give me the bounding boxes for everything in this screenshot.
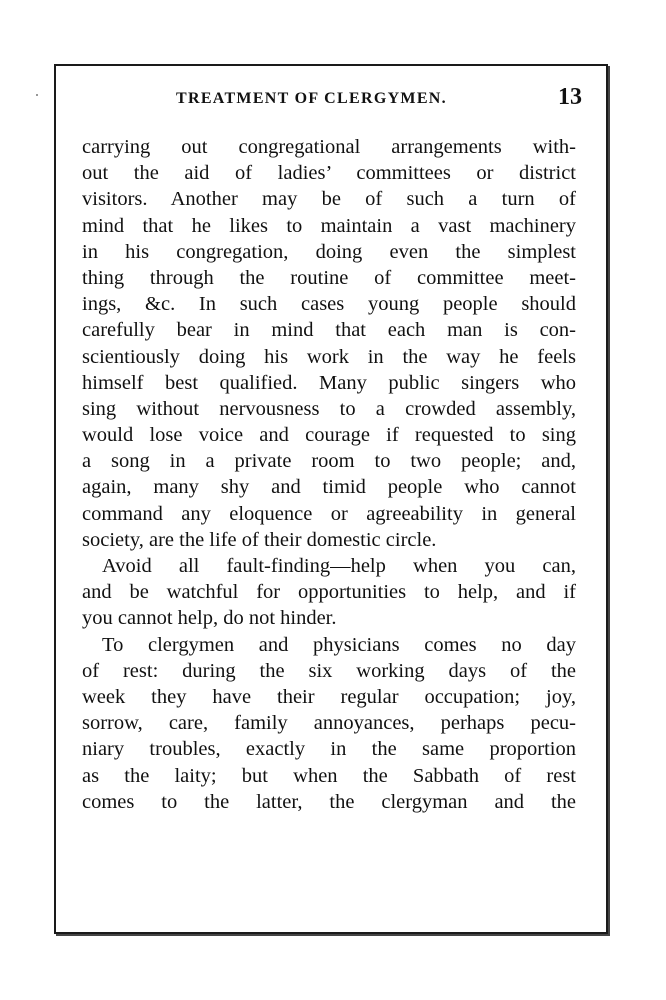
text-line: mind that he likes to maintain a vast machinery xyxy=(82,214,576,237)
text-line: out the aid of ladies’ committees or district xyxy=(82,162,576,185)
text-line: carefully bear in mind that each man is con- xyxy=(82,319,576,342)
text-line: thing through the routine of committee meet- xyxy=(82,266,576,289)
text-line: comes to the latter, the clergyman and the xyxy=(82,790,576,813)
text-line: himself best qualified. Many public singers who xyxy=(82,371,576,394)
text-line: ings, &c. In such cases young people should xyxy=(82,293,576,316)
text-line: and be watchful for opportunities to help, and if xyxy=(82,581,576,604)
text-line: you cannot help, do not hinder. xyxy=(82,607,337,630)
running-title: TREATMENT OF CLERGYMEN. xyxy=(176,90,447,107)
text-line: carrying out congregational arrangements with- xyxy=(82,136,576,158)
text-line: would lose voice and courage if requested to sing xyxy=(82,424,576,447)
text-line: sorrow, care, family annoyances, perhaps pecu- xyxy=(82,712,576,735)
text-line: visitors. Another may be of such a turn of xyxy=(82,188,576,211)
page-border-shadow-bottom xyxy=(56,934,610,936)
text-line: as the laity; but when the Sabbath of rest xyxy=(82,764,576,787)
text-line: again, many shy and timid people who cannot xyxy=(82,476,576,499)
page-number: 13 xyxy=(558,84,582,110)
text-line: society, are the life of their domestic circle. xyxy=(82,528,437,551)
text-line: week they have their regular occupation; joy, xyxy=(82,685,576,708)
text-line: Avoid all fault-finding—help when you can, xyxy=(102,555,576,577)
text-line: of rest: during the six working days of the xyxy=(82,659,576,682)
text-line: sing without nervousness to a crowded assembly, xyxy=(82,397,576,420)
running-head xyxy=(80,84,582,116)
text-line: a song in a private room to two people; and, xyxy=(82,450,576,473)
text-line: command any eloquence or agreeability in general xyxy=(82,502,576,525)
text-line: scientiously doing his work in the way he feels xyxy=(82,345,576,368)
text-line: To clergymen and physicians comes no day xyxy=(102,633,576,656)
paper-speck xyxy=(36,94,38,96)
text-line: niary troubles, exactly in the same proportion xyxy=(82,738,576,761)
page-border-shadow-right xyxy=(608,66,610,936)
body-text xyxy=(82,134,576,815)
text-line: in his congregation, doing even the simplest xyxy=(82,240,576,263)
